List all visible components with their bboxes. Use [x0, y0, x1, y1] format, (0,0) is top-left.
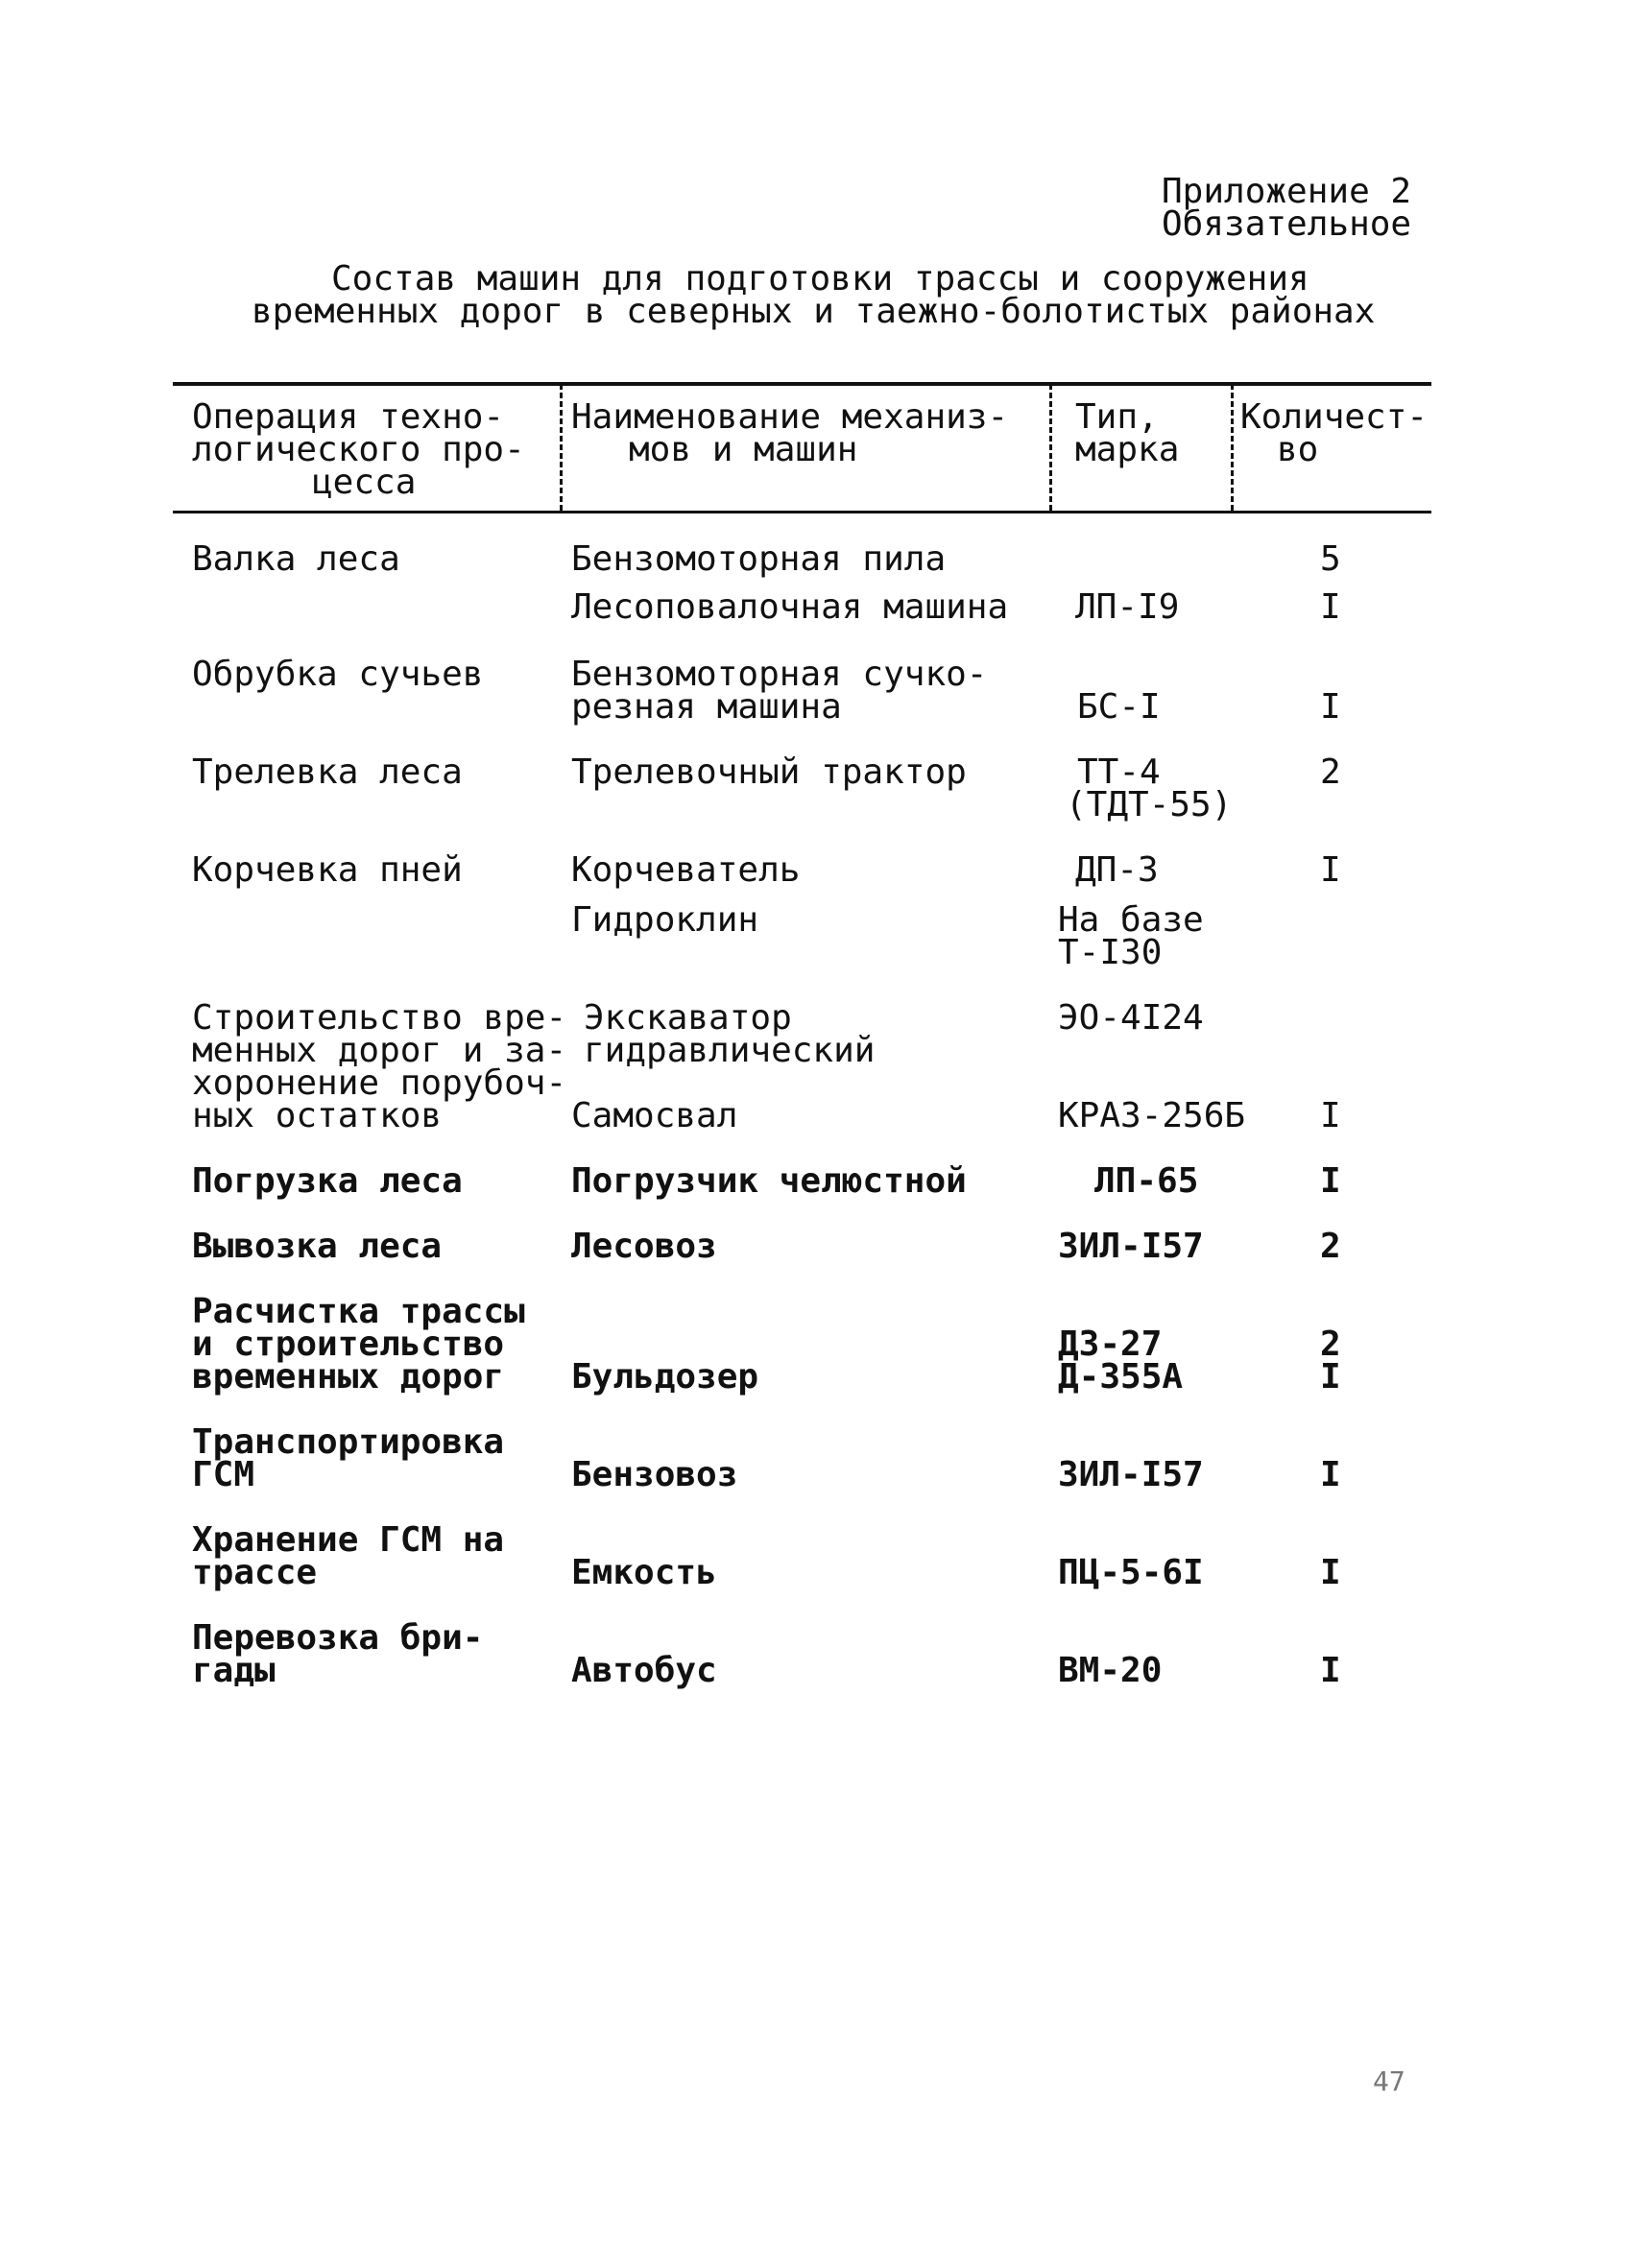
operation-cell: Хранение ГСМ на трассе: [192, 1520, 505, 1592]
quantity-cell: I: [1320, 687, 1341, 727]
type-cell: ДЗ-27 Д-355А: [1058, 1325, 1184, 1397]
operation-cell: Обрубка сучьев: [192, 655, 484, 694]
quantity-cell: I: [1320, 1553, 1341, 1592]
operation-cell: Строительство вре- менных дорог и за- хоронение порубоч- ных остатков: [192, 998, 567, 1135]
type-cell: ЗИЛ-I57: [1058, 1227, 1204, 1266]
quantity-cell: 2 I: [1320, 1325, 1341, 1397]
machine-cell: Бульдозер: [571, 1357, 759, 1397]
machine-cell: Бензомоторная сучко- резная машина: [571, 655, 988, 727]
machine-cell: Экскаватор гидравлический: [584, 998, 876, 1070]
column-separator: [1231, 384, 1234, 511]
type-cell: КРАЗ-256Б: [1058, 1096, 1246, 1135]
quantity-cell: I: [1320, 1161, 1341, 1201]
page-number: 47: [1373, 2065, 1405, 2097]
machine-cell: Погрузчик челюстной: [571, 1161, 967, 1201]
title-line-1: Состав машин для подготовки трассы и сооружения: [331, 259, 1309, 298]
type-cell: ВМ-20: [1058, 1651, 1163, 1690]
machine-cell: Лесоповалочная машина: [571, 587, 1009, 627]
operation-cell: Транспортировка ГСМ: [192, 1422, 505, 1494]
machine-cell: Лесовоз: [571, 1227, 717, 1266]
appendix-number: Приложение 2: [1162, 172, 1412, 211]
machine-cell: Самосвал: [571, 1096, 738, 1135]
quantity-cell: I: [1320, 587, 1341, 627]
table-top-rule: [173, 382, 1431, 386]
machine-cell: Бензомоторная пила: [571, 539, 947, 579]
header-operation: Операция техно- логического про- цесса: [192, 397, 525, 502]
quantity-cell: 2: [1320, 752, 1341, 792]
machine-cell: Емкость: [571, 1553, 717, 1592]
appendix-label: [1162, 172, 1412, 244]
header-type: Тип, марка: [1075, 397, 1180, 469]
machine-cell: Гидроклин: [571, 900, 759, 940]
machine-cell: Корчеватель: [571, 850, 801, 890]
operation-cell: Корчевка пней: [192, 850, 463, 890]
operation-cell: Вывозка леса: [192, 1227, 443, 1266]
type-cell: БС-I: [1077, 687, 1161, 727]
type-cell: ТТ-4 (ТДТ-55): [1066, 752, 1233, 824]
header-bottom-rule: [173, 511, 1431, 513]
quantity-cell: I: [1320, 1455, 1341, 1494]
operation-cell: Валка леса: [192, 539, 400, 579]
type-cell: ДП-3: [1075, 850, 1159, 890]
title-line-2: временных дорог в северных и таежно-болотистых районах: [252, 292, 1376, 331]
type-cell: ПЦ-5-6I: [1058, 1553, 1204, 1592]
machine-cell: Бензовоз: [571, 1455, 738, 1494]
appendix-status: Обязательное: [1162, 204, 1412, 244]
type-cell: ЗИЛ-I57: [1058, 1455, 1204, 1494]
machine-cell: Трелевочный трактор: [571, 752, 967, 792]
type-cell: ЛП-65: [1094, 1161, 1199, 1201]
operation-cell: Погрузка леса: [192, 1161, 463, 1201]
type-cell: На базе Т-I30: [1058, 900, 1204, 972]
column-separator: [560, 384, 563, 511]
header-quantity: Количест- во: [1240, 397, 1429, 469]
type-cell: ЛП-I9: [1075, 587, 1180, 627]
quantity-cell: I: [1320, 1096, 1341, 1135]
column-separator: [1049, 384, 1052, 511]
header-machine: Наименование механиз- мов и машин: [571, 397, 1009, 469]
machine-cell: Автобус: [571, 1651, 717, 1690]
type-cell: ЭО-4I24: [1058, 998, 1204, 1038]
operation-cell: Трелевка леса: [192, 752, 463, 792]
quantity-cell: 5: [1320, 539, 1341, 579]
operation-cell: Перевозка бри- гады: [192, 1618, 484, 1690]
quantity-cell: I: [1320, 850, 1341, 890]
quantity-cell: 2: [1320, 1227, 1341, 1266]
quantity-cell: I: [1320, 1651, 1341, 1690]
operation-cell: Расчистка трассы и строительство временных дорог: [192, 1292, 525, 1397]
